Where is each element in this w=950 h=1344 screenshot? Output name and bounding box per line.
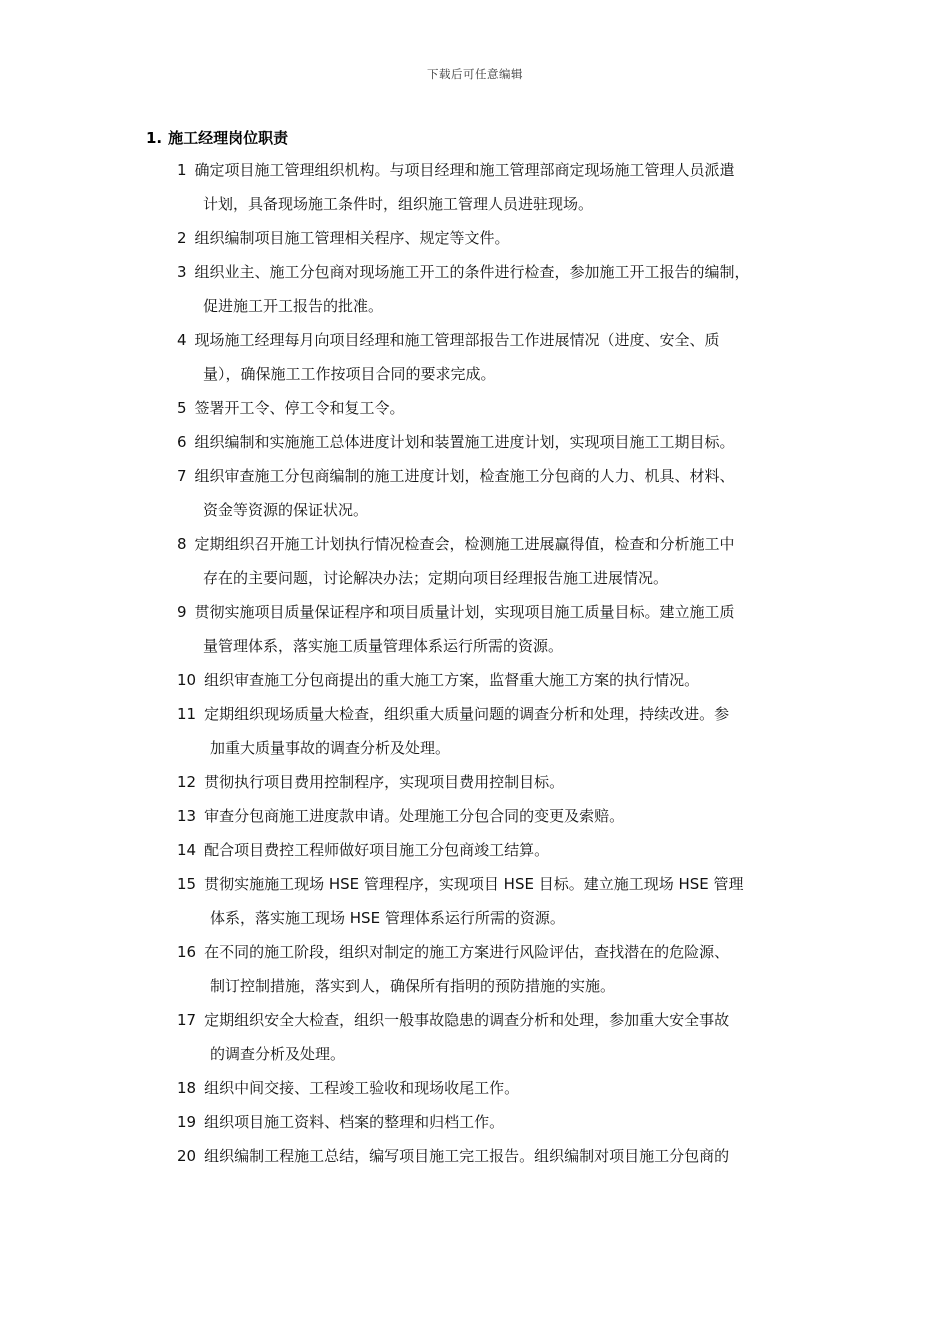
- duty-item-text: 审查分包商施工进度款申请。处理施工分包合同的变更及索赔。: [204, 807, 625, 825]
- duty-item-first-line: [177, 221, 827, 255]
- section-number: 1.: [146, 129, 163, 147]
- duty-item-continuation: 资金等资源的保证状况。: [203, 501, 369, 519]
- duty-item: [177, 391, 827, 425]
- duty-item-text: 现场施工经理每月向项目经理和施工管理部报告工作进展情况（进度、安全、质: [194, 331, 720, 349]
- duty-item-number: 14: [177, 841, 197, 859]
- duty-item-number: 13: [177, 807, 197, 825]
- duty-item-continuation: 存在的主要问题，讨论解决办法；定期向项目经理报告施工进展情况。: [203, 569, 669, 587]
- duty-item-text: 贯彻实施项目质量保证程序和项目质量计划，实现项目施工质量目标。建立施工质: [194, 603, 735, 621]
- section-title: [146, 127, 288, 148]
- duty-item-first-line: [177, 595, 827, 629]
- duty-item-text: 在不同的施工阶段，组织对制定的施工方案进行风险评估，查找潜在的危险源、: [204, 943, 730, 961]
- duty-item-first-line: [177, 1105, 827, 1139]
- duty-item-number: 6: [177, 433, 187, 451]
- duty-item-number: 10: [177, 671, 197, 689]
- duty-item-continuation: 的调查分析及处理。: [210, 1045, 346, 1063]
- duty-item-number: 12: [177, 773, 197, 791]
- duty-item-number: 15: [177, 875, 197, 893]
- duty-item-number: 4: [177, 331, 187, 349]
- duty-item-number: 20: [177, 1147, 197, 1165]
- duty-item-number: 9: [177, 603, 187, 621]
- duty-item-first-line: [177, 935, 827, 969]
- duty-item: [177, 459, 827, 527]
- duty-item-continuation: 体系，落实施工现场 HSE 管理体系运行所需的资源。: [210, 909, 565, 927]
- duty-item-text: 组织审查施工分包商编制的施工进度计划，检查施工分包商的人力、机具、材料、: [194, 467, 735, 485]
- duty-item: [177, 255, 827, 323]
- duty-item-continuation: 量管理体系，落实施工质量管理体系运行所需的资源。: [203, 637, 564, 655]
- duty-item-continuation: 制订控制措施，落实到人，确保所有指明的预防措施的实施。: [210, 977, 616, 995]
- duty-item-text: 组织项目施工资料、档案的整理和归档工作。: [204, 1113, 505, 1131]
- duty-item-text: 签署开工令、停工令和复工令。: [194, 399, 405, 417]
- duty-item-first-line: [177, 663, 827, 697]
- duty-item-first-line: [177, 765, 827, 799]
- page-header: 下载后可任意编辑: [427, 67, 523, 81]
- duty-item-number: 18: [177, 1079, 197, 1097]
- duty-item-text: 贯彻执行项目费用控制程序，实现项目费用控制目标。: [204, 773, 565, 791]
- duty-item: [177, 697, 827, 765]
- duty-item-first-line: [177, 459, 827, 493]
- duty-item-text: 定期组织现场质量大检查，组织重大质量问题的调查分析和处理，持续改进。参: [204, 705, 730, 723]
- duty-item-number: 1: [177, 161, 187, 179]
- duty-item-first-line: [177, 153, 827, 187]
- duty-item-first-line: [177, 867, 827, 901]
- section-title-text: 施工经理岗位职责: [168, 129, 289, 147]
- duty-item: [177, 935, 827, 1003]
- duty-item-text: 组织中间交接、工程竣工验收和现场收尾工作。: [204, 1079, 520, 1097]
- duty-item: [177, 595, 827, 663]
- duty-item-continuation: 促进施工开工报告的批准。: [203, 297, 384, 315]
- duty-item-number: 17: [177, 1011, 197, 1029]
- duty-item: [177, 833, 827, 867]
- duty-item-text: 组织编制工程施工总结，编写项目施工完工报告。组织编制对项目施工分包商的: [204, 1147, 730, 1165]
- duty-item-text: 组织编制和实施施工总体进度计划和装置施工进度计划，实现项目施工工期目标。: [194, 433, 735, 451]
- duty-item: [177, 153, 827, 221]
- duty-item: [177, 1105, 827, 1139]
- duty-item-first-line: [177, 323, 827, 357]
- duty-item-first-line: [177, 697, 827, 731]
- duty-item-number: 3: [177, 263, 187, 281]
- duty-item-first-line: [177, 833, 827, 867]
- duty-item: [177, 527, 827, 595]
- duty-item: [177, 1003, 827, 1071]
- duty-item-number: 11: [177, 705, 197, 723]
- duty-item-first-line: [177, 425, 827, 459]
- duty-item-number: 8: [177, 535, 187, 553]
- duty-item-number: 2: [177, 229, 187, 247]
- duty-item: [177, 765, 827, 799]
- duty-item-first-line: [177, 799, 827, 833]
- duty-item: [177, 1139, 827, 1173]
- duty-item-text: 组织编制项目施工管理相关程序、规定等文件。: [194, 229, 510, 247]
- duty-item-number: 19: [177, 1113, 197, 1131]
- duty-item-continuation: 计划，具备现场施工条件时，组织施工管理人员进驻现场。: [203, 195, 594, 213]
- duty-item-text: 组织审查施工分包商提出的重大施工方案，监督重大施工方案的执行情况。: [204, 671, 700, 689]
- duty-item-number: 16: [177, 943, 197, 961]
- duty-item-text: 定期组织安全大检查，组织一般事故隐患的调查分析和处理，参加重大安全事故: [204, 1011, 730, 1029]
- duty-list: [177, 153, 827, 1173]
- duty-item-first-line: [177, 1071, 827, 1105]
- duty-item-text: 配合项目费控工程师做好项目施工分包商竣工结算。: [204, 841, 550, 859]
- duty-item-text: 贯彻实施施工现场 HSE 管理程序，实现项目 HSE 目标。建立施工现场 HSE 管理: [204, 875, 744, 893]
- duty-item-first-line: [177, 527, 827, 561]
- duty-item-continuation: 加重大质量事故的调查分析及处理。: [210, 739, 451, 757]
- duty-item-first-line: [177, 1003, 827, 1037]
- duty-item-text: 确定项目施工管理组织机构。与项目经理和施工管理部商定现场施工管理人员派遣: [194, 161, 735, 179]
- duty-item-text: 定期组织召开施工计划执行情况检查会，检测施工进展赢得值，检查和分析施工中: [194, 535, 735, 553]
- duty-item-first-line: [177, 391, 827, 425]
- duty-item-number: 5: [177, 399, 187, 417]
- duty-item: [177, 425, 827, 459]
- duty-item: [177, 1071, 827, 1105]
- duty-item-first-line: [177, 255, 827, 289]
- duty-item: [177, 867, 827, 935]
- duty-item: [177, 663, 827, 697]
- duty-item-continuation: 量），确保施工工作按项目合同的要求完成。: [203, 365, 496, 383]
- duty-item: [177, 221, 827, 255]
- duty-item-first-line: [177, 1139, 827, 1173]
- duty-item-number: 7: [177, 467, 187, 485]
- duty-item-text: 组织业主、施工分包商对现场施工开工的条件进行检查，参加施工开工报告的编制，: [194, 263, 750, 281]
- duty-item: [177, 323, 827, 391]
- duty-item: [177, 799, 827, 833]
